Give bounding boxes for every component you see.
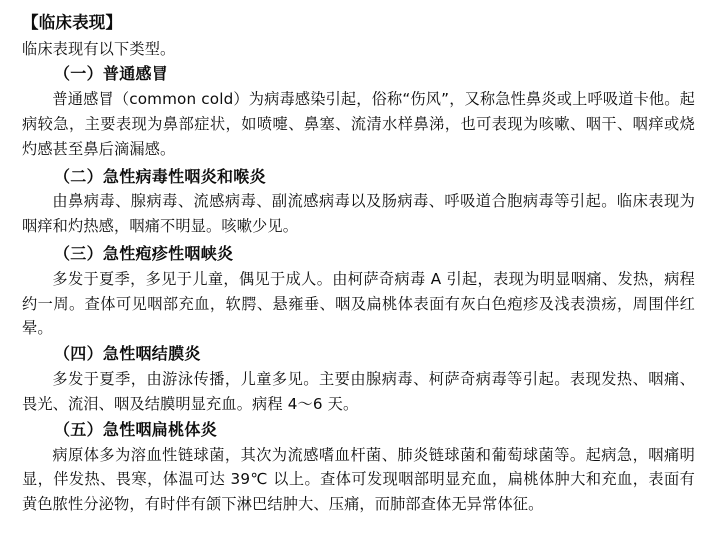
section-body: 普通感冒（common cold）为病毒感染引起，俗称“伤风”，又称急性鼻炎或上呼吸道卡他。起病较急，主要表现为鼻部症状，如喷嚏、鼻塞、流清水样鼻涕，也可表现为咳嗽、咽干、咽痒或烧灼感甚至鼻后滴漏感。 bbox=[22, 90, 695, 158]
section-heading: （四）急性咽结膜炎 bbox=[54, 344, 201, 364]
page-title: 【临床表现】 bbox=[22, 13, 123, 32]
section-acute-tonsillitis bbox=[22, 417, 695, 517]
section-heading: （一）普通感冒 bbox=[54, 64, 169, 84]
section-body: 由鼻病毒、腺病毒、流感病毒、副流感病毒以及肠病毒、呼吸道合胞病毒等引起。临床表现为咽痒和灼热感，咽痛不明显。咳嗽少见。 bbox=[22, 192, 695, 236]
section-body: 多发于夏季，多见于儿童，偶见于成人。由柯萨奇病毒 A 引起，表现为明显咽痛、发热，病程约一周。查体可见咽部充血，软腭、悬雍垂、咽及扁桃体表面有灰白色疱疹及浅表溃疡，周围伴红晕。 bbox=[22, 269, 695, 338]
intro-paragraph: 临床表现有以下类型。 bbox=[22, 39, 176, 58]
section-viral-pharyngitis bbox=[22, 164, 695, 239]
section-heading: （三）急性疱疹性咽峡炎 bbox=[54, 243, 234, 263]
section-heading: （五）急性咽扁桃体炎 bbox=[54, 419, 218, 439]
section-heading: （二）急性病毒性咽炎和喉炎 bbox=[54, 166, 266, 186]
section-body: 多发于夏季，由游泳传播，儿童多见。主要由腺病毒、柯萨奇病毒等引起。表现发热、咽痛、畏光、流泪、咽及结膜明显充血。病程 4～6 天。 bbox=[22, 370, 695, 413]
section-herpangina bbox=[22, 241, 695, 341]
section-common-cold bbox=[22, 61, 695, 161]
section-body: 病原体多为溶血性链球菌，其次为流感嗜血杆菌、肺炎链球菌和葡萄球菌等。起病急，咽痛明显，伴发热、畏寒，体温可达 39℃ 以上。查体可发现咽部明显充血，扁桃体肿大和充血，表面有黄色脓性分泌物，有时伴有颌下淋巴结肿大、压痛，而肺部查体无异常体征。 bbox=[22, 445, 695, 514]
section-pharyngoconjunctival-fever bbox=[22, 341, 695, 416]
